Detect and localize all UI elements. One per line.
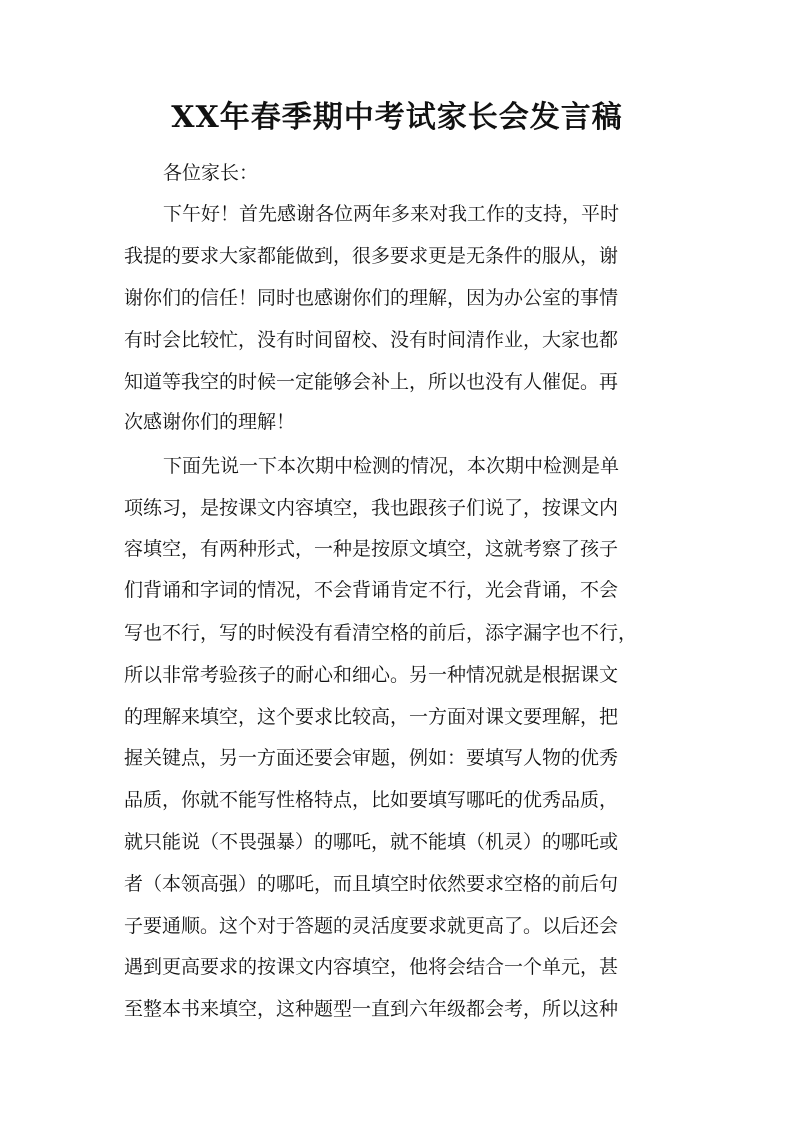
paragraph-2-line-5: 写也不行，写的时候没有看清空格的前后，添字漏字也不行， xyxy=(124,622,638,644)
paragraph-2-line-11: 者（本领高强）的哪吒，而且填空时依然要求空格的前后句 xyxy=(124,873,619,895)
paragraph-1-line-4: 有时会比较忙，没有时间留校、没有时间清作业，大家也都 xyxy=(124,329,619,351)
paragraph-1-line-3: 谢你们的信任！同时也感谢你们的理解，因为办公室的事情 xyxy=(124,287,619,309)
paragraph-2-line-9: 品质，你就不能写性格特点，比如要填写哪吒的优秀品质， xyxy=(124,789,619,811)
paragraph-2-line-1: 下面先说一下本次期中检测的情况，本次期中检测是单 xyxy=(163,455,620,477)
paragraph-2-line-10: 就只能说（不畏强暴）的哪吒，就不能填（机灵）的哪吒或 xyxy=(124,831,619,853)
paragraph-1-line-2: 我提的要求大家都能做到，很多要求更是无条件的服从，谢 xyxy=(124,245,619,267)
document-title: XX年春季期中考试家长会发言稿 xyxy=(171,100,623,135)
paragraph-2-line-7: 的理解来填空，这个要求比较高，一方面对课文要理解，把 xyxy=(124,706,619,728)
paragraph-1-line-5: 知道等我空的时候一定能够会补上，所以也没有人催促。再 xyxy=(124,371,619,393)
salutation: 各位家长： xyxy=(163,162,259,184)
paragraph-2-line-13: 遇到更高要求的按课文内容填空，他将会结合一个单元，甚 xyxy=(124,956,619,978)
paragraph-1-line-1: 下午好！首先感谢各位两年多来对我工作的支持，平时 xyxy=(163,203,620,225)
paragraph-1-line-6: 次感谢你们的理解！ xyxy=(124,411,296,433)
paragraph-2-line-4: 们背诵和字词的情况，不会背诵肯定不行，光会背诵，不会 xyxy=(124,579,619,601)
paragraph-2-line-2: 项练习，是按课文内容填空，我也跟孩子们说了，按课文内 xyxy=(124,497,619,519)
paragraph-2-line-3: 容填空，有两种形式，一种是按原文填空，这就考察了孩子 xyxy=(124,538,619,560)
paragraph-2-line-14: 至整本书来填空，这种题型一直到六年级都会考，所以这种 xyxy=(124,998,619,1020)
paragraph-2-line-8: 握关键点，另一方面还要会审题，例如：要填写人物的优秀 xyxy=(124,747,619,769)
paragraph-2-line-6: 所以非常考验孩子的耐心和细心。另一种情况就是根据课文 xyxy=(124,664,619,686)
paragraph-2-line-12: 子要通顺。这个对于答题的灵活度要求就更高了。以后还会 xyxy=(124,915,619,937)
